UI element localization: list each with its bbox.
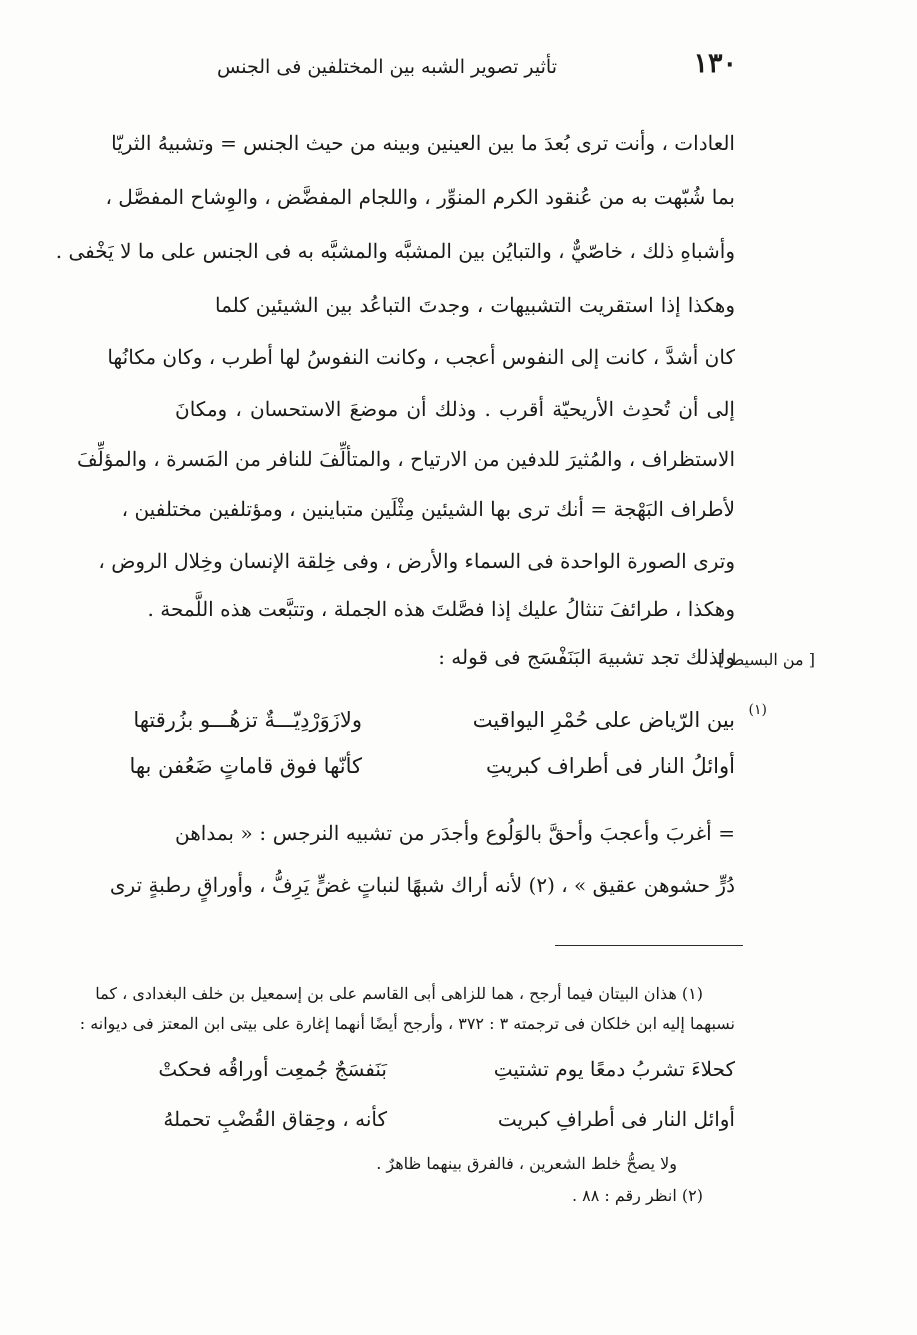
- footnote-2: (٢) انظر رقم : ٨٨ .: [571, 1186, 703, 1205]
- paragraph-line: العادات ، وأنت ترى بُعدَ ما بين العينين وبينه من حيث الجنس = وتشبيهُ الثريّا: [111, 131, 735, 155]
- paragraph-line: إلى أن تُحدِث الأريحيّة أقرب . وذلك أن موضعَ الاستحسان ، ومكانَ: [175, 397, 735, 421]
- footnote-verse-hemistich: كحلاءَ تشربُ دمعًا يوم تشتيتِ: [493, 1057, 735, 1081]
- paragraph-line: لأطراف البَهْجة = أنك ترى بها الشيئين مِثْلَين متباينين ، ومؤتلفين مختلفين ،: [121, 497, 735, 521]
- paragraph-line: بما شُبّهت به من عُنقود الكرم المنوِّر ، واللجام المفضَّض ، والوِشاح المفصَّل ،: [105, 185, 735, 209]
- paragraph-line: وترى الصورة الواحدة فى السماء والأرض ، وفى خِلقة الإنسان وخِلال الروض ،: [98, 549, 735, 573]
- verse-intro-line: ولذلك تجد تشبيهَ البَنَفْسَج فى قوله :: [438, 645, 735, 669]
- meter-label: [ من البسيط ]: [718, 650, 815, 669]
- footnote-separator: [555, 945, 743, 946]
- paragraph-line: وأشباهِ ذلك ، خاصّيٌّ ، والتبايُن بين المشبَّه والمشبَّه به فى الجنس على ما لا يَخْفى .: [55, 239, 735, 263]
- paragraph-line: الاستظراف ، والمُثيرَ للدفين من الارتياح ، والمتألِّفَ للنافر من المَسرة ، والمؤلِّفَ: [76, 447, 735, 471]
- page-number: ١٣٠: [693, 48, 737, 79]
- footnote-verse-hemistich: كأنه ، وحِقاق القُضْبِ تحملهُ: [163, 1107, 387, 1131]
- verse-hemistich: ولازَوَرْدِيّـــةٌ تزهُـــو بزُرقتها: [133, 708, 362, 732]
- paragraph-line: وهكذا إذا استقريت التشبيهات ، وجدتَ التباعُد بين الشيئين كلما: [215, 293, 735, 317]
- paragraph-line: كان أشدَّ ، كانت إلى النفوس أعجب ، وكانت النفوسُ لها أطرب ، وكان مكانُها: [107, 345, 735, 369]
- verse-hemistich: كأنّها فوق قاماتٍ ضَعُفن بها: [129, 754, 362, 778]
- footnote-verse-hemistich: بَنَفسَجٌ جُمعِت أوراقُه فحكتْ: [158, 1057, 387, 1081]
- running-title: تأثير تصوير الشبه بين المختلفين فى الجنس: [217, 56, 557, 78]
- paragraph-line: = أغربَ وأعجبَ وأحقَّ بالوَلُوع وأجدَر من تشبيه النرجس : « بمداهن: [175, 821, 735, 845]
- footnote-1-line: نسبهما إليه ابن خلكان فى ترجمته ٣ : ٣٧٢ ، وأرجح أيضًا أنهما إغارة على بيتى ابن المعتز فى ديوانه :: [79, 1014, 735, 1033]
- footnote-marker: (١): [748, 702, 767, 718]
- paragraph-line: دُرٍّ حشوهن عقيق » ، (٢) لأنه أراك شبهًا لنباتٍ غضٍّ يَرِفُّ ، وأوراقٍ رطبةٍ ترى: [109, 873, 735, 897]
- footnote-1-line: (١) هذان البيتان فيما أرجح ، هما للزاهى أبى القاسم على بن إسمعيل بن خلف البغدادى ، كما: [95, 984, 703, 1003]
- paragraph-line: وهكذا ، طرائفَ تنثالُ عليك إذا فصَّلتَ هذه الجملة ، وتتبَّعت هذه اللَّمحة .: [147, 597, 735, 621]
- verse-hemistich: أوائلُ النار فى أطراف كبريتِ: [485, 754, 735, 778]
- footnote-1-closing: ولا يصحُّ خلط الشعرين ، فالفرق بينهما ظاهرٌ .: [376, 1154, 677, 1173]
- footnote-verse-hemistich: أوائل النار فى أطرافِ كبريت: [497, 1107, 735, 1131]
- verse-hemistich: بين الرّياض على حُمْرِ اليواقيت: [472, 708, 735, 732]
